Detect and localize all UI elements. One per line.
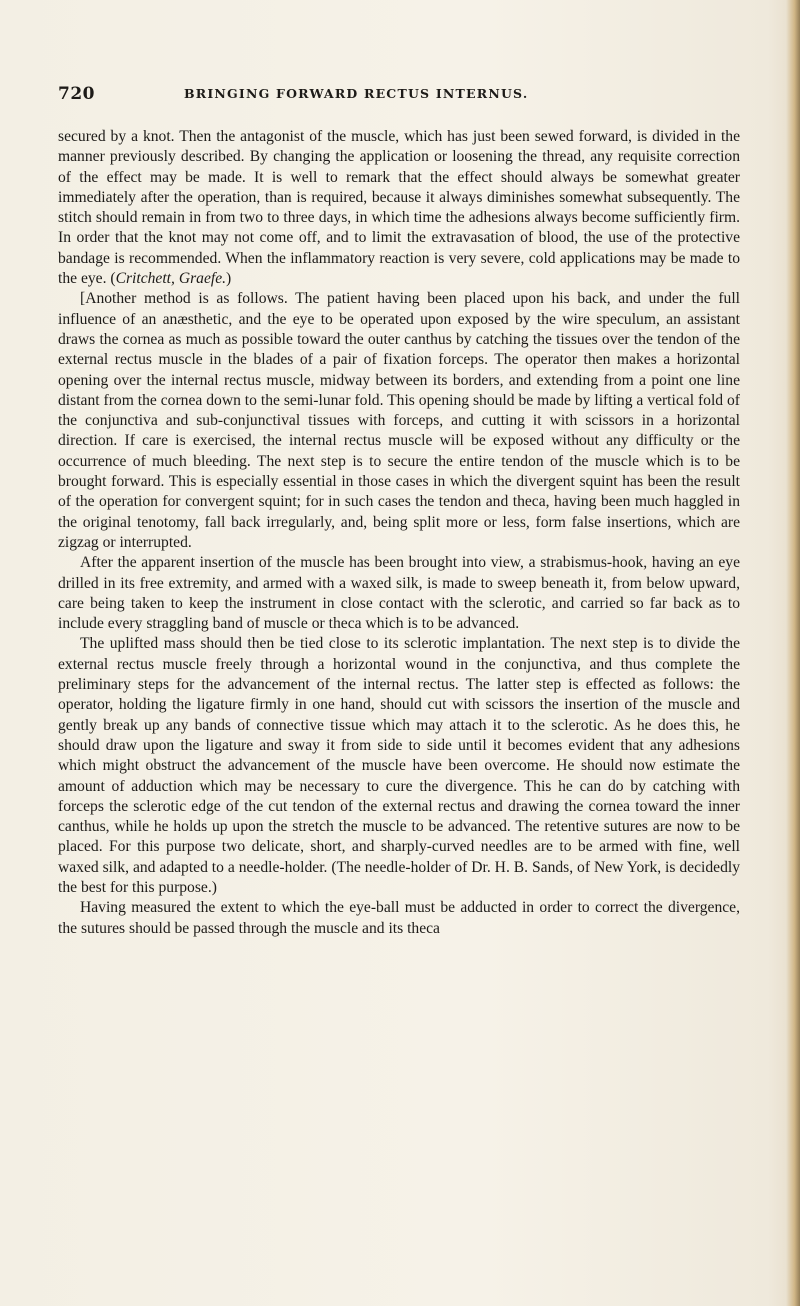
running-head: BRINGING FORWARD RECTUS INTERNUS.: [184, 86, 529, 101]
paragraph: Having measured the extent to which the eye-ball must be adducted in order to correct the divergence, the sutures should be passed through the muscle and its theca: [58, 899, 740, 937]
body-text: [58, 127, 740, 939]
paragraph: [Another method is as follows. The patient having been placed upon his back, and under the full influence of an anæsthetic, and the eye to be operated upon exposed by the wire speculum, an assistant draws the cornea as much as possible toward the outer canthus by catching the tissues over the tendon of the external rectus muscle in the blades of a pair of fixation forceps. The operator then makes a horizontal opening over the internal rectus muscle, midway between its borders, and extending from a point one line distant from the cornea down to the semi-lunar fold. This opening should be made by lifting a vertical fold of the conjunctiva and sub-conjunctival tissues with forceps, and cutting it with scissors in a horizontal direction. If care is exercised, the internal rectus muscle will be exposed without any difficulty or the occurrence of much bleeding. The next step is to secure the entire tendon of the muscle which is to be brought forward. This is especially essential in those cases in which the divergent squint has been the result of the operation for convergent squint; for in such cases the tendon and theca, having been much haggled in the original tenotomy, fall back irregularly, and, being split more or less, form false insertions, which are zigzag or interrupted.: [58, 290, 740, 551]
paragraph: After the apparent insertion of the muscle has been brought into view, a strabismus-hook, having an eye drilled in its free extremity, and armed with a waxed silk, is made to sweep beneath it, from below upward, care being taken to keep the instrument in close contact with the sclerotic, and carried so far back as to include every straggling band of muscle or theca which is to be advanced.: [58, 554, 740, 633]
page-header: [58, 84, 758, 106]
paragraph-continued: secured by a knot. Then the antagonist of the muscle, which has just been sewed forward, is divided in the manner previously described. By changing the application or loosening the thread, any requisite correction of the effect may be made. It is well to remark that the effect should always be somewhat greater immediately after the operation, than is required, because it always diminishes somewhat subsequently. The stitch should remain in from two to three days, in which time the adhesions always become sufficiently firm. In order that the knot may not come off, and to limit the extravasation of blood, the use of the protective bandage is recommended. When the inflammatory reaction is very severe, cold applications may be made to the eye. (Critchett, Graefe.): [58, 128, 740, 288]
paragraph: The uplifted mass should then be tied close to its sclerotic implantation. The next step is to divide the external rectus muscle freely through a horizontal wound in the conjunctiva, and thus complete the preliminary steps for the advancement of the internal rectus. The latter step is effected as follows: the operator, holding the ligature firmly in one hand, should cut with scissors the insertion of the muscle and gently break up any bands of connective tissue which may attach it to the sclerotic. As he does this, he should draw upon the ligature and sway it from side to side until it becomes evident that any adhesions which might obstruct the advancement of the muscle have been overcome. He should now estimate the amount of adduction which may be necessary to cure the divergence. This he can do by catching with forceps the sclerotic edge of the cut tendon of the external rectus and drawing the cornea toward the inner canthus, while he holds up upon the stretch the muscle to be advanced. The retentive sutures are now to be placed. For this purpose two delicate, short, and sharply-curved needles are to be armed with fine, well waxed silk, and adapted to a needle-holder. (The needle-holder of Dr. H. B. Sands, of New York, is decidedly the best for this purpose.): [58, 635, 740, 896]
page-number: 720: [58, 84, 95, 104]
page-edge-shadow: [786, 0, 800, 1306]
citation: Critchett, Graefe.: [115, 270, 227, 288]
